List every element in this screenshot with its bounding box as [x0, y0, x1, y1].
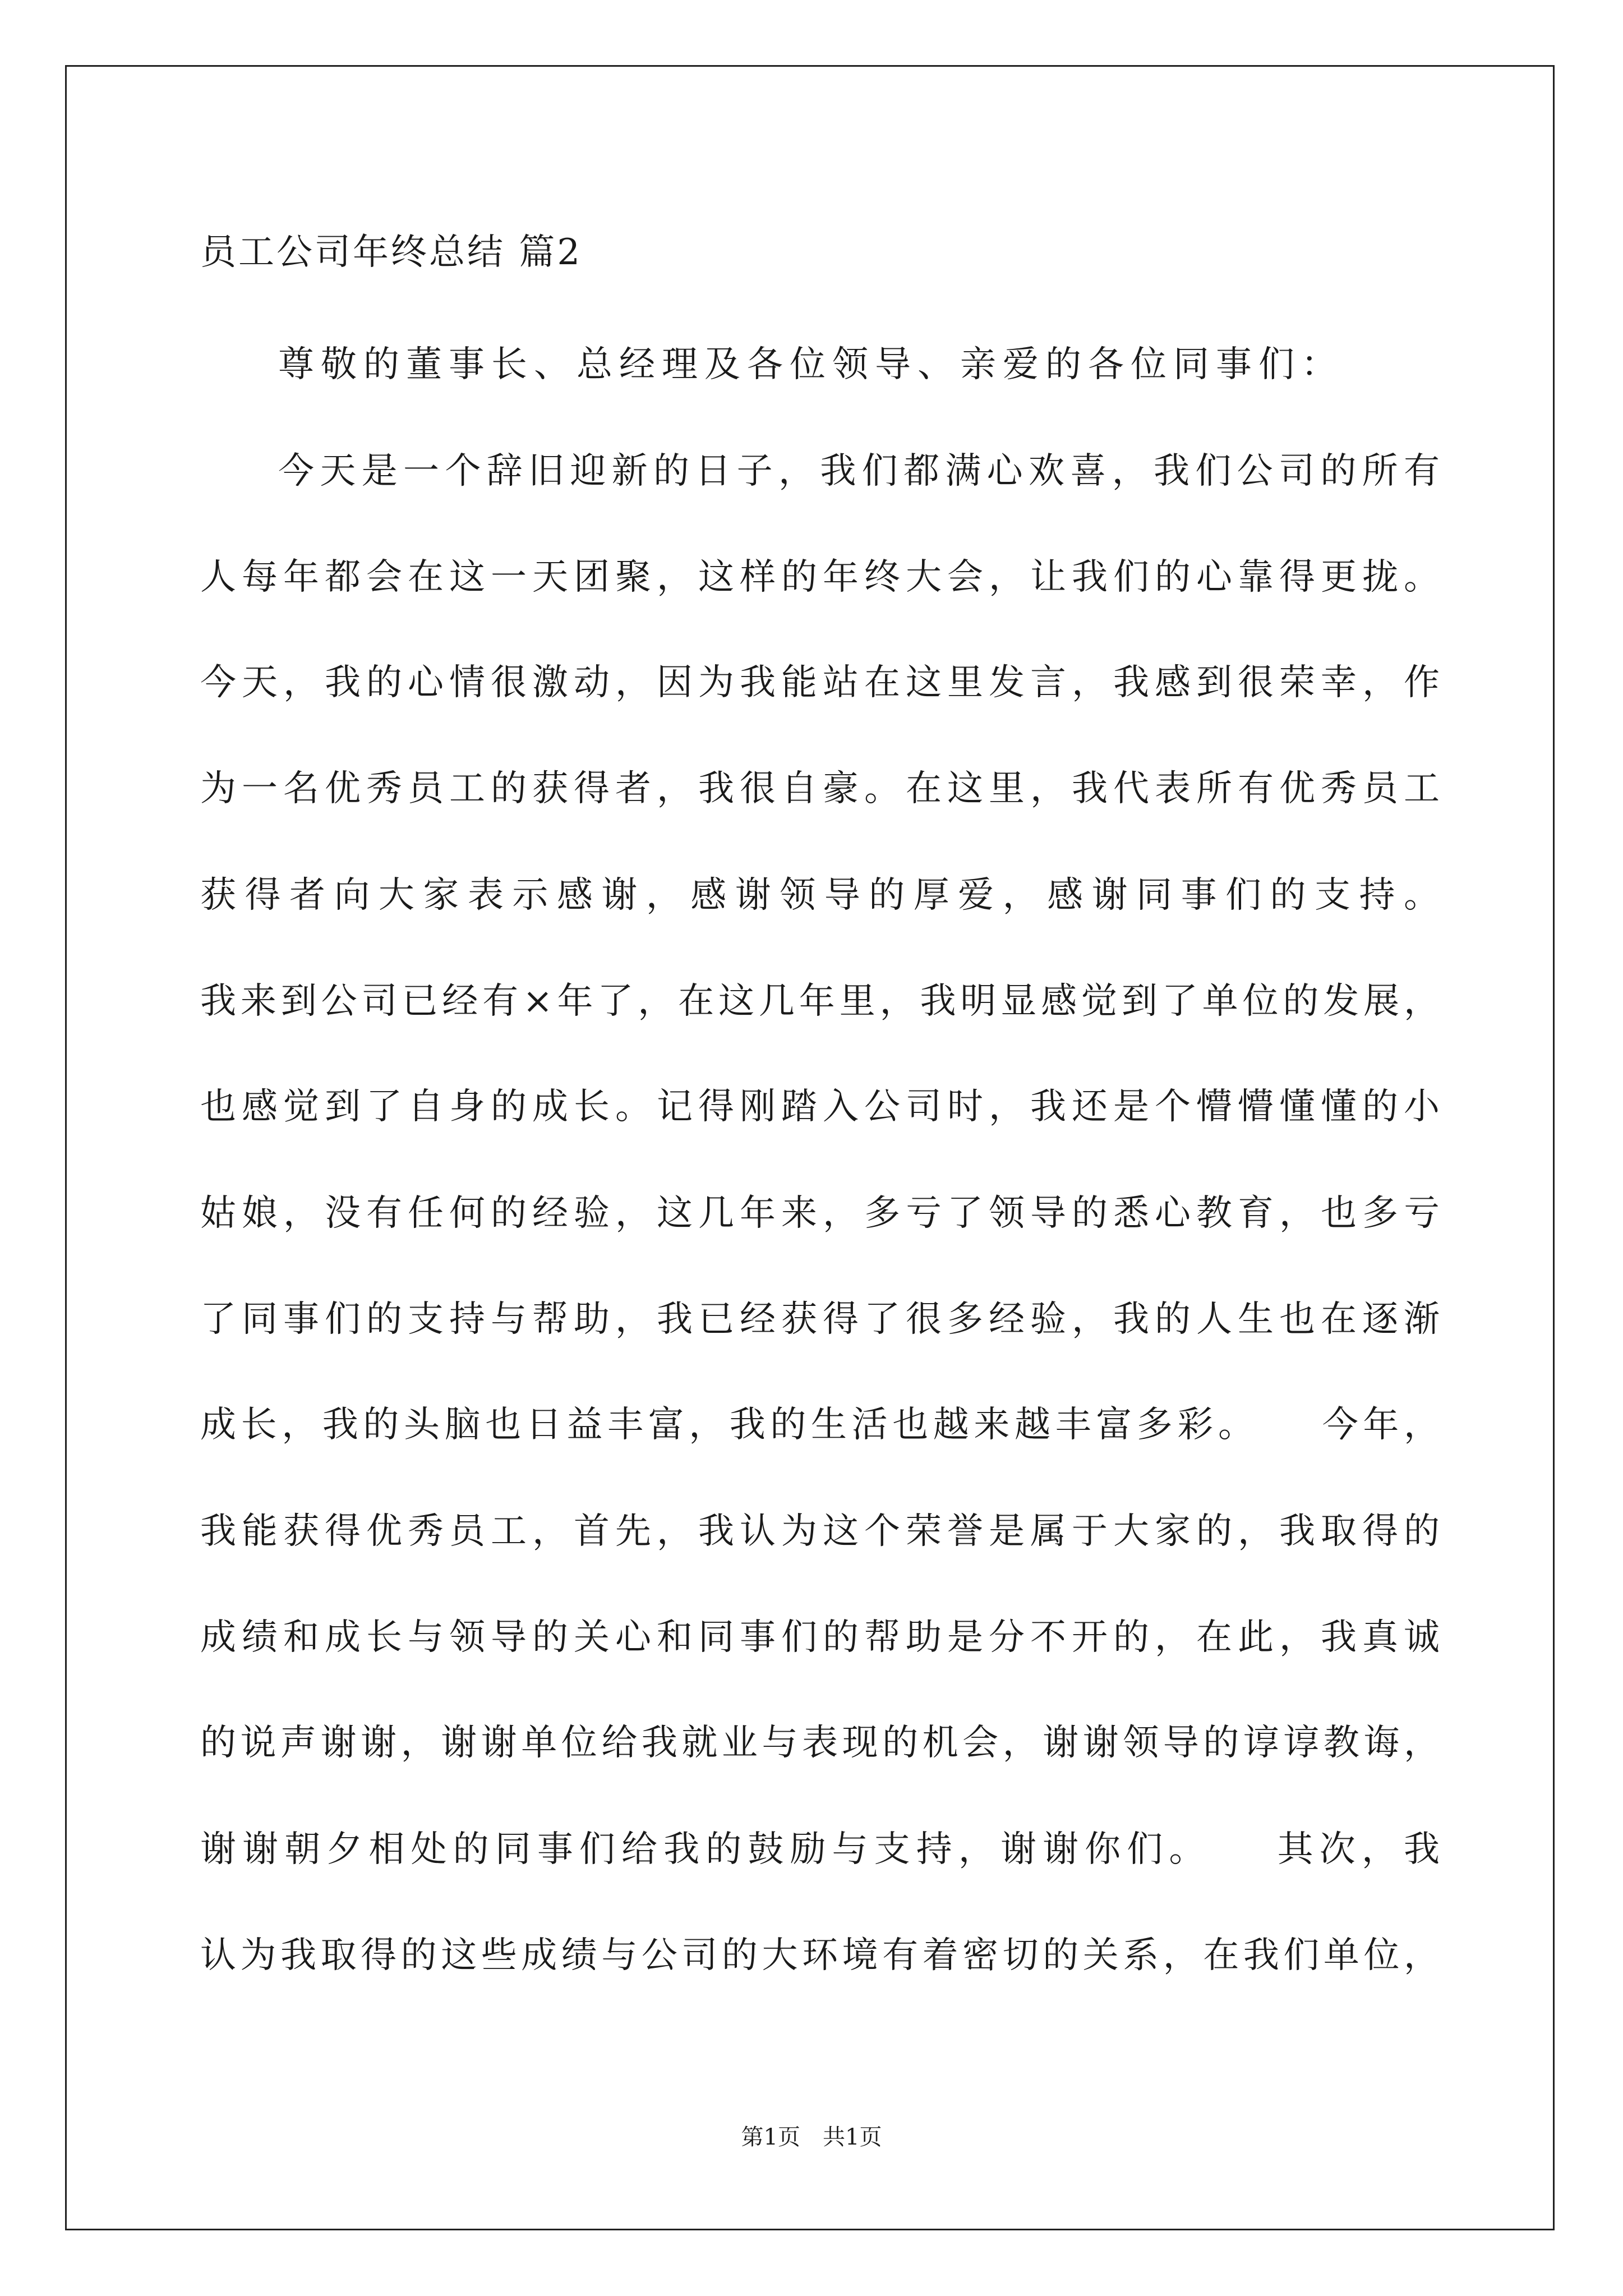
- document-title: 员工公司年终总结 篇2: [200, 232, 583, 273]
- text-line: 成绩和成长与领导的关心和同事们的帮助是分不开的，在此，我真诚: [200, 1617, 1440, 1658]
- text-line: 的说声谢谢，谢谢单位给我就业与表现的机会，谢谢领导的谆谆教诲，: [200, 1722, 1440, 1764]
- text-line: 也感觉到了自身的成长。记得刚踏入公司时，我还是个懵懵懂懂的小: [200, 1086, 1440, 1128]
- text-line: 尊敬的董事长、总经理及各位领导、亲爱的各位同事们：: [278, 344, 1344, 385]
- text-line: 获得者向大家表示感谢，感谢领导的厚爱，感谢同事们的支持。: [200, 875, 1440, 916]
- text-line: 姑娘，没有任何的经验，这几年来，多亏了领导的悉心教育，也多亏: [200, 1193, 1440, 1234]
- text-line: 谢谢朝夕相处的同事们给我的鼓励与支持，谢谢你们。 其次，我: [200, 1829, 1440, 1870]
- text-line: 人每年都会在这一天团聚，这样的年终大会，让我们的心靠得更拢。: [200, 556, 1440, 598]
- text-line: 我能获得优秀员工，首先，我认为这个荣誉是属于大家的，我取得的: [200, 1511, 1440, 1552]
- text-line: 我来到公司已经有×年了，在这几年里，我明显感觉到了单位的发展，: [200, 981, 1440, 1022]
- text-line: 今天是一个辞旧迎新的日子，我们都满心欢喜，我们公司的所有: [278, 450, 1440, 492]
- page-footer: 第1页 共1页: [741, 2124, 882, 2150]
- text-line: 了同事们的支持与帮助，我已经获得了很多经验，我的人生也在逐渐: [200, 1299, 1440, 1340]
- text-line: 今天，我的心情很激动，因为我能站在这里发言，我感到很荣幸，作: [200, 662, 1440, 703]
- text-line: 成长，我的头脑也日益丰富，我的生活也越来越丰富多彩。 今年，: [200, 1404, 1440, 1446]
- text-line: 认为我取得的这些成绩与公司的大环境有着密切的关系，在我们单位，: [200, 1935, 1440, 1976]
- text-line: 为一名优秀员工的获得者，我很自豪。在这里，我代表所有优秀员工: [200, 768, 1440, 809]
